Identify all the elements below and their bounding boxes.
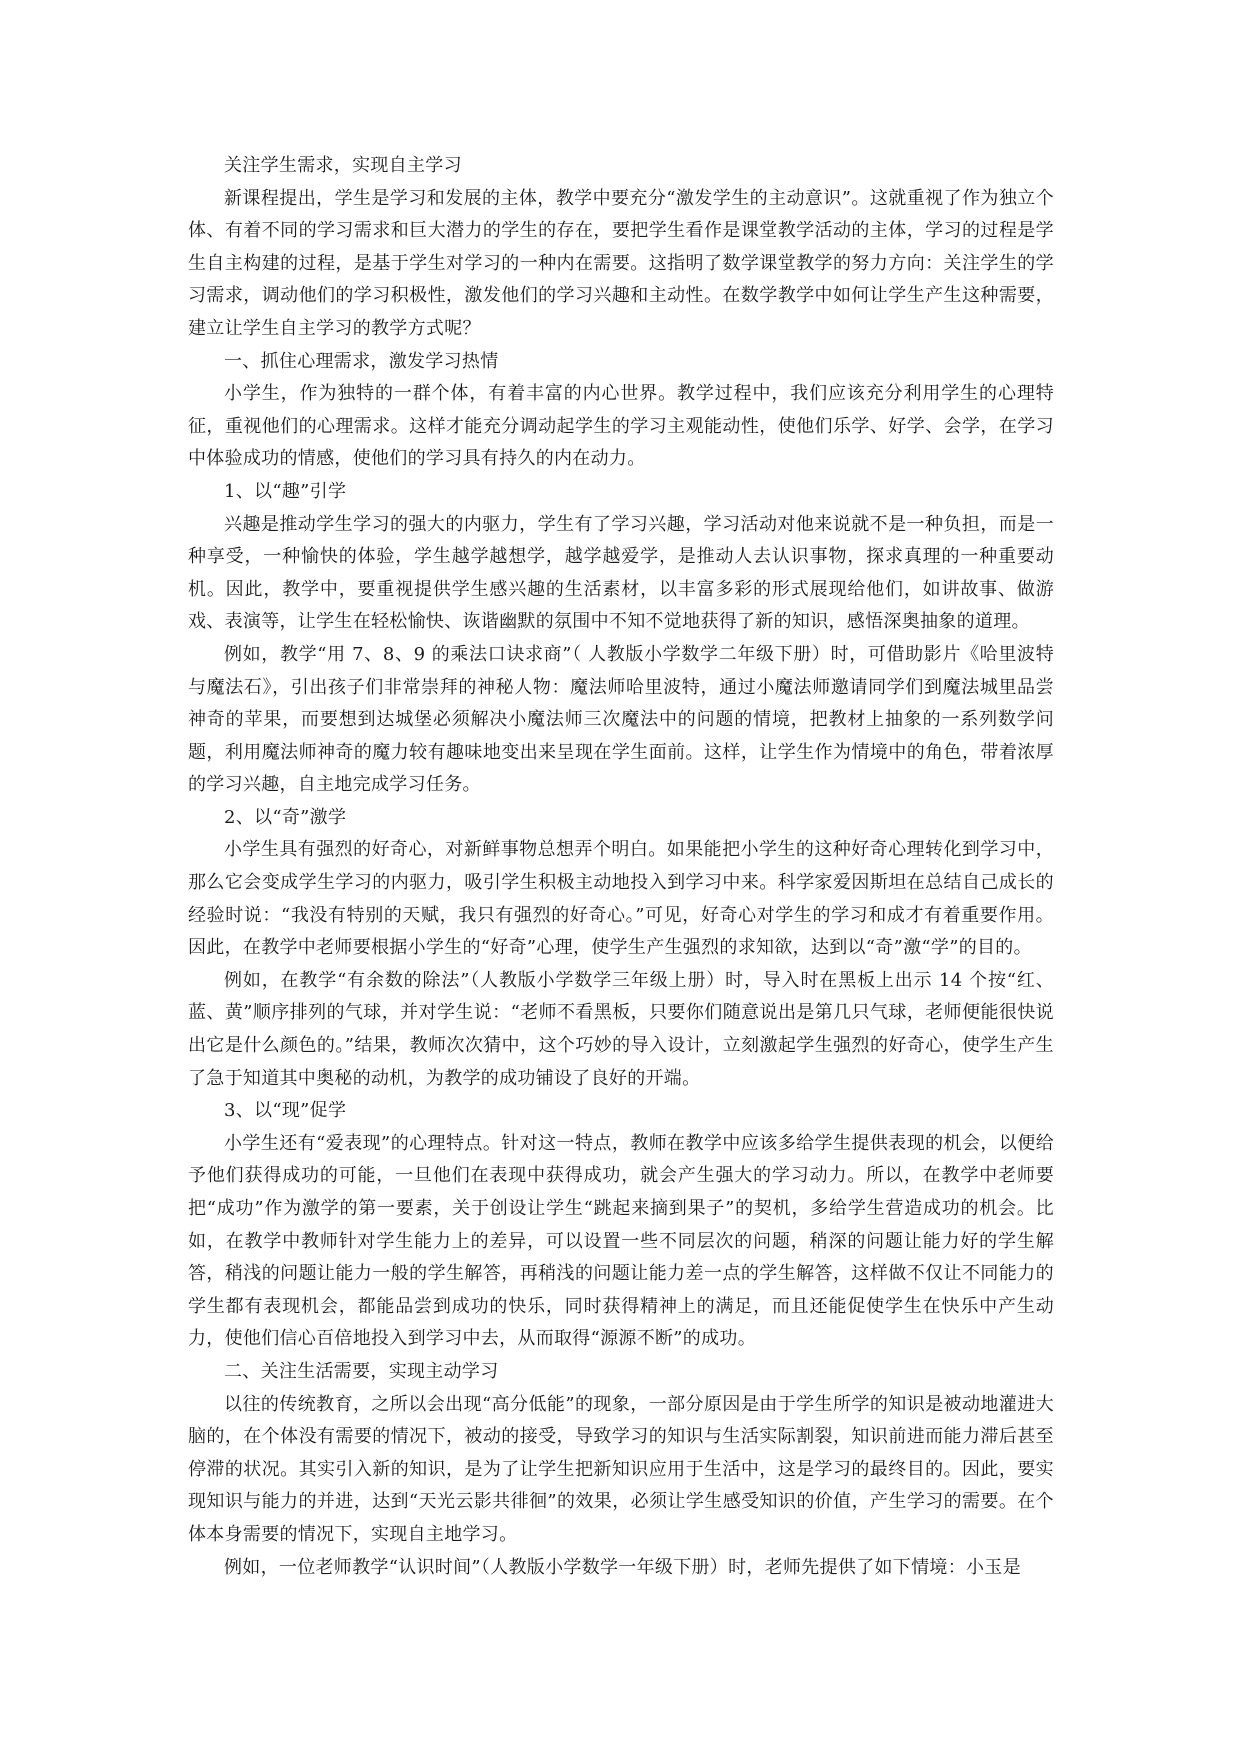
paragraph-performance: 小学生还有“爱表现”的心理特点。针对这一特点，教师在教学中应该多给学生提供表现的机会，以便给予他们获得成功的可能，一旦他们在表现中获得成功，就会产生强大的学习动力。所以，在教学中老师要把“成功”作为激学的第一要素，关于创设让学生“跳起来摘到果子”的契机，多给学生营造成功的机会。比如，在教学中教师针对学生能力上的差异，可以设置一些不同层次的问题，稍深的问题让能力好的学生解答，稍浅的问题让能力一般的学生解答，再稍浅的问题让能力差一点的学生解答，这样做不仅让不同能力的学生都有表现机会，都能品尝到成功的快乐，同时获得精神上的满足，而且还能促使学生在快乐中产生动力，使他们信心百倍地投入到学习中去，从而取得“源源不断”的成功。 bbox=[188, 1132, 1054, 1350]
paragraph-traditional-education: 以往的传统教育，之所以会出现“高分低能”的现象，一部分原因是由于学生所学的知识是被动地灌进大脑的，在个体没有需要的情况下，被动的接受，导致学习的知识与生活实际割裂，知识前进而能力滞后甚至停滞的状况。其实引入新的知识，是为了让学生把新知识应用于生活中，这是学习的最终目的。因此，要实现知识与能力的并进，达到“天光云影共徘徊”的效果，必须让学生感受知识的价值，产生学习的需要。在个体本身需要的情况下，实现自主地学习。 bbox=[188, 1393, 1054, 1545]
paragraph-example-division: 例如，在教学“有余数的除法”（人教版小学数学三年级上册）时，导入时在黑板上出示 14 个按“红、蓝、黄”顺序排列的气球，并对学生说：“老师不看黑板，只要你们随意说出是第几只气球，老师便能很快说出它是什么颜色的。”结果，教师次次猜中，这个巧妙的导入设计，立刻激起学生强烈的好奇心，使学生产生了急于知道其中奥秘的动机，为教学的成功铺设了良好的开端。 bbox=[188, 969, 1054, 1089]
section-heading-2: 二、关注生活需要，实现主动学习 bbox=[224, 1360, 499, 1382]
subheading-curiosity: 2、以“奇”激学 bbox=[224, 806, 347, 828]
paragraph-psychology: 小学生，作为独特的一群个体，有着丰富的内心世界。教学过程中，我们应该充分利用学生的心理特征，重视他们的心理需求。这样才能充分调动起学生的学习主观能动性，使他们乐学、好学、会学，在学习中体验成功的情感，使他们的学习具有持久的内在动力。 bbox=[188, 383, 1054, 470]
paragraph-example-time: 例如，一位老师教学“认识时间”（人教版小学数学一年级下册）时，老师先提供了如下情境：小玉是 bbox=[224, 1556, 1021, 1578]
subheading-interest: 1、以“趣”引学 bbox=[224, 480, 347, 502]
document-page bbox=[188, 150, 1054, 1584]
paragraph-interest: 兴趣是推动学生学习的强大的内驱力，学生有了学习兴趣，学习活动对他来说就不是一种负担，而是一种享受，一种愉快的体验，学生越学越想学，越学越爱学，是推动人去认识事物，探求真理的一种重要动机。因此，教学中，要重视提供学生感兴趣的生活素材，以丰富多彩的形式展现给他们，如讲故事、做游戏、表演等，让学生在轻松愉快、诙谐幽默的氛围中不知不觉地获得了新的知识，感悟深奥抽象的道理。 bbox=[188, 513, 1054, 633]
subheading-performance: 3、以“现”促学 bbox=[224, 1100, 347, 1122]
paragraph-curiosity: 小学生具有强烈的好奇心，对新鲜事物总想弄个明白。如果能把小学生的这种好奇心理转化到学习中，那么它会变成学生学习的内驱力，吸引学生积极主动地投入到学习中来。科学家爱因斯坦在总结自己成长的经验时说：“我没有特别的天赋，我只有强烈的好奇心。”可见，好奇心对学生的学习和成才有着重要作用。因此，在教学中老师要根据小学生的“好奇”心理，使学生产生强烈的求知欲，达到以“奇”激“学”的目的。 bbox=[188, 839, 1054, 959]
section-heading-1: 一、抓住心理需求，激发学习热情 bbox=[224, 350, 499, 372]
document-title: 关注学生需求，实现自主学习 bbox=[224, 155, 462, 176]
paragraph-intro: 新课程提出，学生是学习和发展的主体，教学中要充分“激发学生的主动意识”。这就重视了作为独立个体、有着不同的学习需求和巨大潜力的学生的存在，要把学生看作是课堂教学活动的主体，学习的过程是学生自主构建的过程，是基于学生对学习的一种内在需要。这指明了数学课堂教学的努力方向：关注学生的学习需求，调动他们的学习积极性，激发他们的学习兴趣和主动性。在数学教学中如何让学生产生这种需要，建立让学生自主学习的教学方式呢？ bbox=[188, 187, 1054, 339]
paragraph-example-harry-potter: 例如，教学“用 7、8、9 的乘法口诀求商”（ 人教版小学数学二年级下册）时，可借助影片《哈里波特与魔法石》，引出孩子们非常崇拜的神秘人物：魔法师哈里波特，通过小魔法师邀请同学们到魔法城里品尝神奇的苹果，而要想到达城堡必须解决小魔法师三次魔法中的问题的情境，把教材上抽象的一系列数学问题，利用魔法师神奇的魔力较有趣味地变出来呈现在学生面前。这样，让学生作为情境中的角色，带着浓厚的学习兴趣，自主地完成学习任务。 bbox=[188, 643, 1054, 796]
